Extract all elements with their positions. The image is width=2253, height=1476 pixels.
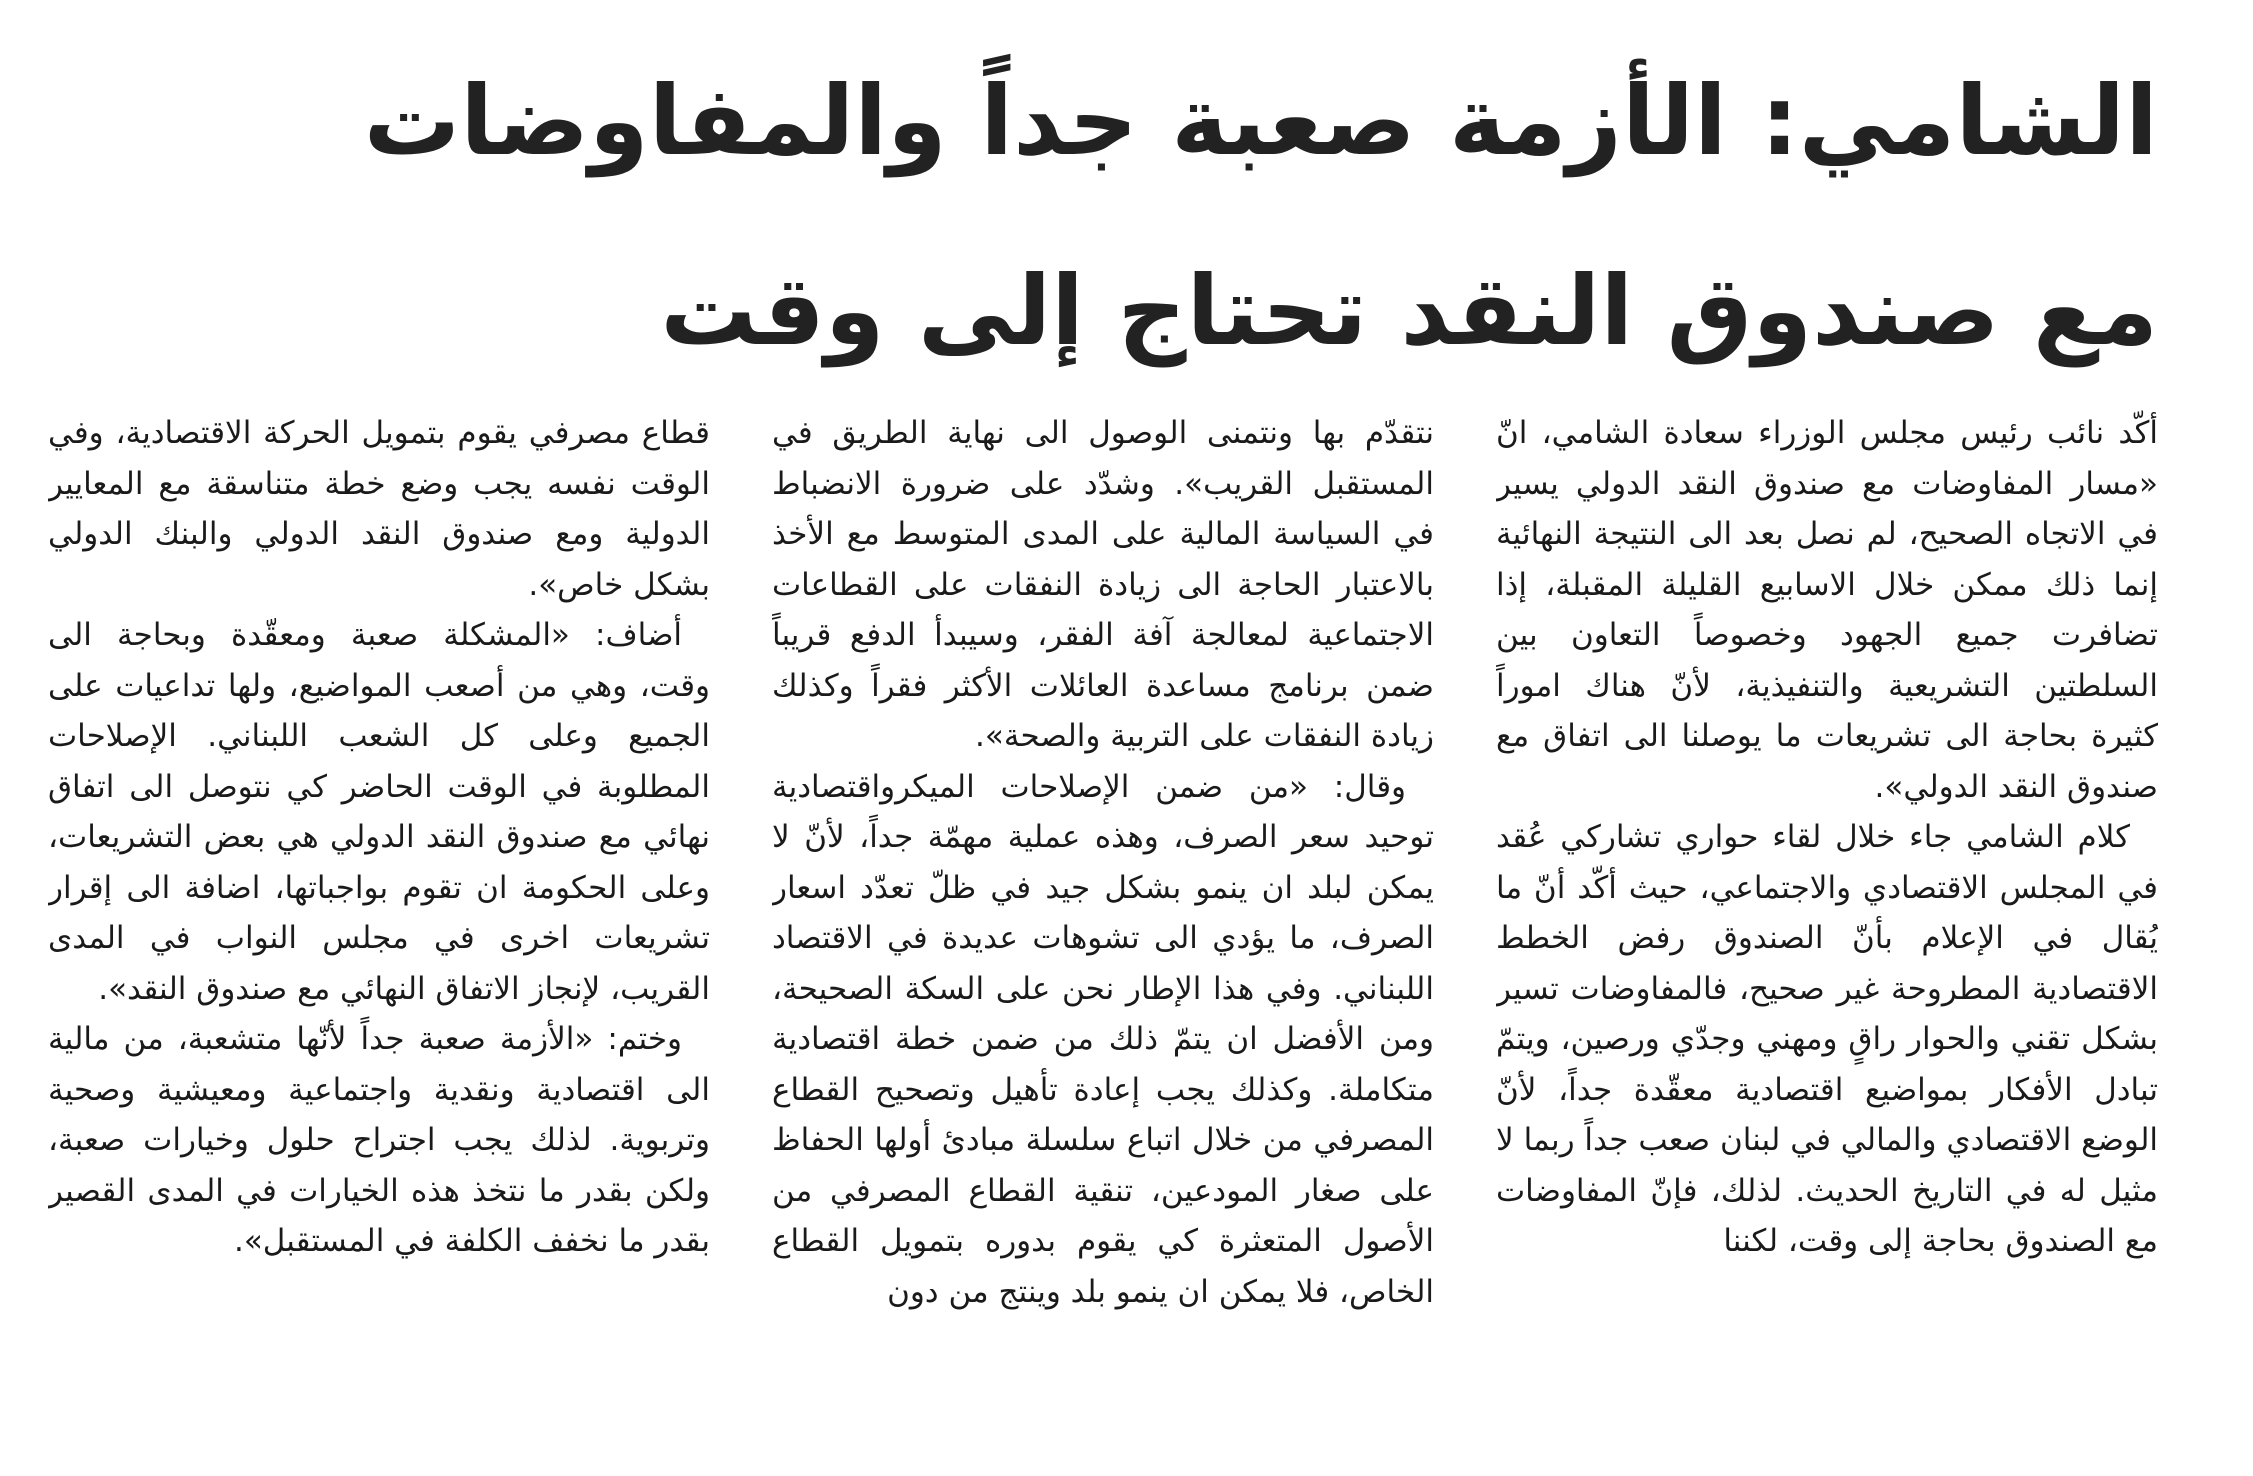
headline-line-1: الشامي: الأزمة صعبة جداً والمفاوضات [363, 65, 2158, 177]
paragraph: كلام الشامي جاء خلال لقاء حواري تشاركي عُقد في المجلس الاقتصادي والاجتماعي، حيث أكّد أنّ ما يُقال في الإعلام بأنّ الصندوق رفض الخطط الاقتصادية المطروحة غير صحيح، فالمفاوضات تسير بشكل تقني والحوار راقٍ ومهني وجدّي ورصين، ويتمّ تبادل الأفكار بمواضيع اقتصادية معقّدة جداً، لأنّ الوضع الاقتصادي والمالي في لبنان صعب جداً ربما لا مثيل له في التاريخ الحديث. لذلك، فإنّ المفاوضات مع الصندوق بحاجة إلى وقت، لكننا [1496, 819, 2158, 1259]
paragraph: أكّد نائب رئيس مجلس الوزراء سعادة الشامي، انّ «مسار المفاوضات مع صندوق النقد الدولي يسير في الاتجاه الصحيح، لم نصل بعد الى النتيجة النهائية إنما ذلك ممكن خلال الاسابيع القليلة المقبلة، إذا تضافرت جميع الجهود وخصوصاً التعاون بين السلطتين التشريعية والتنفيذية، لأنّ هناك اموراً كثيرة بحاجة الى تشريعات ما يوصلنا الى اتفاق مع صندوق النقد الدولي». [1496, 415, 2158, 805]
paragraph: قطاع مصرفي يقوم بتمويل الحركة الاقتصادية، وفي الوقت نفسه يجب وضع خطة متناسقة مع المعايير الدولية ومع صندوق النقد الدولي والبنك الدولي بشكل خاص». [48, 415, 710, 603]
headline-line-2: مع صندوق النقد تحتاج إلى وقت [660, 255, 2158, 367]
paragraph: أضاف: «المشكلة صعبة ومعقّدة وبحاجة الى وقت، وهي من أصعب المواضيع، ولها تداعيات على الجميع وعلى كل الشعب اللبناني. الإصلاحات المطلوبة في الوقت الحاضر كي نتوصل الى اتفاق نهائي مع صندوق النقد الدولي هي بعض التشريعات، وعلى الحكومة ان تقوم بواجباتها، اضافة الى إقرار تشريعات اخرى في مجلس النواب في المدى القريب، لإنجاز الاتفاق النهائي مع صندوق النقد». [48, 617, 710, 1007]
article-body [48, 408, 2158, 1448]
paragraph: نتقدّم بها ونتمنى الوصول الى نهاية الطريق في المستقبل القريب». وشدّد على ضرورة الانضباط في السياسة المالية على المدى المتوسط مع الأخذ بالاعتبار الحاجة الى زيادة النفقات على القطاعات الاجتماعية لمعالجة آفة الفقر، وسيبدأ الدفع قريباً ضمن برنامج مساعدة العائلات الأكثر فقراً وكذلك زيادة النفقات على التربية والصحة». [772, 415, 1434, 754]
paragraph: وقال: «من ضمن الإصلاحات الميكرواقتصادية توحيد سعر الصرف، وهذه عملية مهمّة جداً، لأنّ لا يمكن لبلد ان ينمو بشكل جيد في ظلّ تعدّد اسعار الصرف، ما يؤدي الى تشوهات عديدة في الاقتصاد اللبناني. وفي هذا الإطار نحن على السكة الصحيحة، ومن الأفضل ان يتمّ ذلك من ضمن خطة اقتصادية متكاملة. وكذلك يجب إعادة تأهيل وتصحيح القطاع المصرفي من خلال اتباع سلسلة مبادئ أولها الحفاظ على صغار المودعين، تنقية القطاع المصرفي من الأصول المتعثرة كي يقوم بدوره بتمويل القطاع الخاص، فلا يمكن ان ينمو بلد وينتج من دون [772, 768, 1434, 1310]
article-headline [258, 26, 2158, 406]
article-column-3 [48, 408, 710, 1448]
article-column-2 [772, 408, 1434, 1448]
paragraph: وختم: «الأزمة صعبة جداً لأنّها متشعبة، من مالية الى اقتصادية ونقدية واجتماعية ومعيشية وصحية وتربوية. لذلك يجب اجتراح حلول وخيارات صعبة، ولكن بقدر ما نتخذ هذه الخيارات في المدى القصير بقدر ما نخفف الكلفة في المستقبل». [48, 1021, 710, 1259]
article-column-1 [1496, 408, 2158, 1448]
